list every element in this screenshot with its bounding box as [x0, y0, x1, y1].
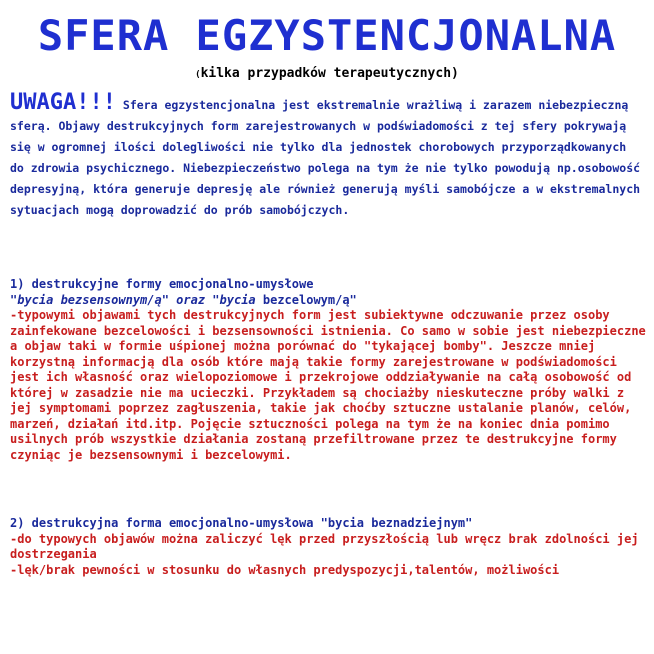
- subtitle-open-paren: (: [195, 70, 201, 80]
- section-1-subheading-italic: "bycia bezsensownym/ą" oraz "bycia: [10, 292, 256, 307]
- section-2-line-2: -lęk/brak pewności w stosunku do własnych predyspozycji,talentów, możliwości: [10, 562, 560, 577]
- warning-paragraph: [10, 92, 646, 221]
- warning-label: UWAGA!!!: [10, 90, 116, 115]
- section-1-subheading-rest: bezcelowym/ą": [255, 292, 357, 307]
- section-2: [10, 516, 646, 578]
- section-1-heading: 1) destrukcyjne formy emocjonalno-umysłowe: [10, 277, 314, 291]
- section-1-body: -typowymi objawami tych destrukcyjnych form jest subiektywne odczuwanie przez osoby zainfekowane bezcelowości i bezsensowności istnienia. Co samo w sobie jest niebezpieczne a objaw taki w formie uśpionej można porównać do "tykającej bomby". Jeszcze mniej korzystną informacją dla osób które mają takie formy zarejestrowane w podświadomości jest ich własność oraz wielopoziomowe i przekrojowe oddziaływanie na całą osobowość od której w zasadzie nie ma ucieczki. Przykładem są chociażby nieskuteczne próby walki z jej symptomami poprzez zagłuszenia, takie jak choćby sztuczne ustalanie planów, celów, marzeń, działań itd.itp. Pojęcie sztuczności polega na tym że na koniec dnia pomimo usilnych prób wszystkie działania zostaną przefiltrowane przez te destrukcyjne formy czyniąc je bezsensownymi i bezcelowymi.: [10, 308, 646, 462]
- section-2-line-1: -do typowych objawów można zaliczyć lęk przed przyszłością lub wręcz brak zdolności jej dostrzegania: [10, 531, 639, 561]
- section-2-heading: 2) destrukcyjna forma emocjonalno-umysłowa "bycia beznadziejnym": [10, 516, 473, 530]
- section-1: [10, 277, 646, 463]
- warning-text: Sfera egzystencjonalna jest ekstremalnie wrażliwą i zarazem niebezpieczną sferą. Objawy destrukcyjnych form zarejestrowanych w podświadomości z tej sfery pokrywają się w ogromnej ilości dolegliwości nie tylko dla jednostek chorobowych przyporządkowanych do zdrowia psychicznego. Niebezpieczeństwo polega na tym że nie tylko powodują np.osobowość depresyjną, która generuje depresję ale również generują myśli samobójcze a w ekstremalnych sytuacjach mogą doprowadzić do prób samobójczych.: [10, 98, 641, 217]
- subtitle-text: kilka przypadków terapeutycznych): [200, 66, 459, 81]
- section-1-subheading: [10, 293, 646, 309]
- page-title: SFERA EGZYSTENCJONALNA: [37, 11, 617, 60]
- page-subtitle: [0, 64, 654, 85]
